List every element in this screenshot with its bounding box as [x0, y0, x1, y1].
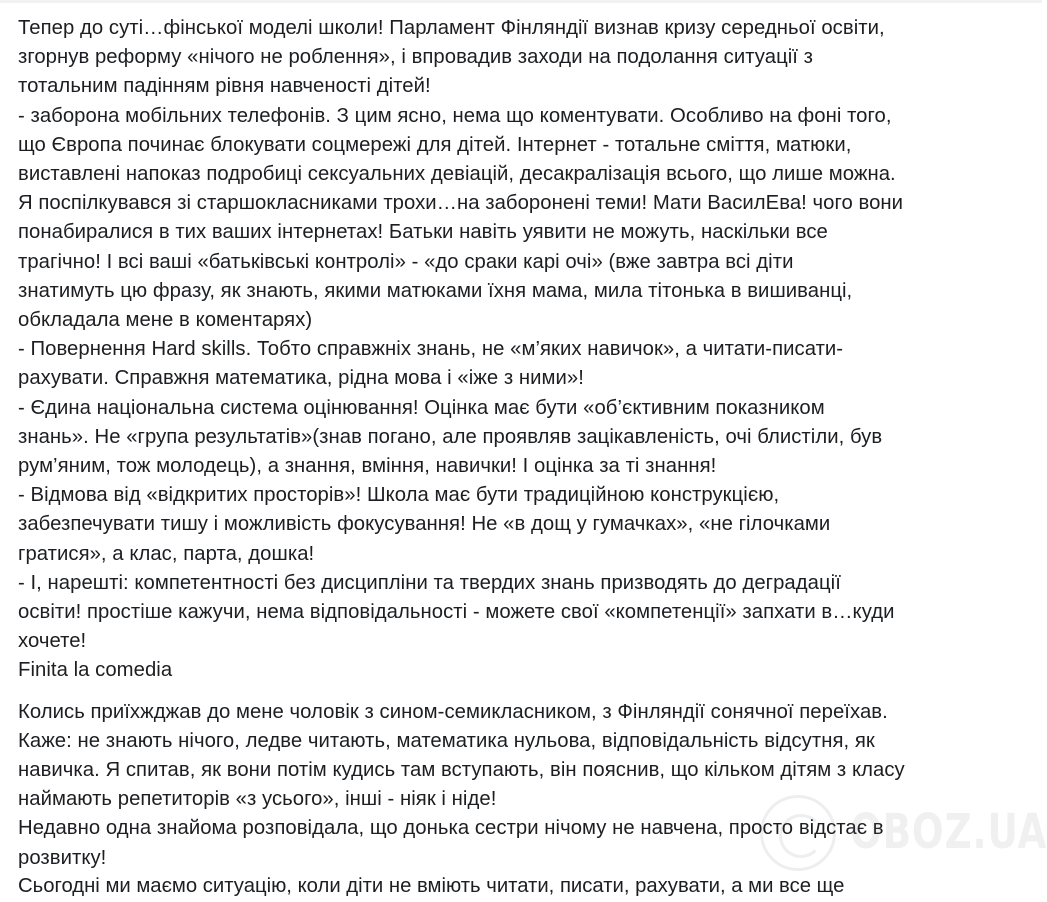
text-line: - Єдина національна система оцінювання! Оцінка має бути «об’єктивним показником — [18, 396, 825, 419]
text-line: обкладала мене в коментарях) — [18, 309, 313, 332]
text-line: - Відмова від «відкритих просторів»! Школа має бути традиційною конструкцією, — [18, 484, 780, 507]
text-line: наймають репетиторів «з усього», інші - ніяк і ніде! — [18, 788, 497, 811]
cutoff-text-line — [18, 875, 1018, 902]
paragraph-gap — [18, 686, 1034, 698]
text-line: - Повернення Hard skills. Тобто справжніх знань, не «м’яких навичок», а читати-писати- — [18, 338, 844, 361]
text-line: гратися», а клас, парта, дошка! — [18, 542, 315, 565]
text-line: Каже: не знають нічого, ледве читають, математика нульова, відповідальність відсутня, як — [18, 729, 875, 752]
text-line: понабиралися в тих ваших інтернетах! Батьки навіть уявити не можуть, наскільки все — [18, 221, 828, 244]
text-line: знатимуть цю фразу, як знають, якими матюками їхня мама, мила тітонька в вишиванці, — [18, 279, 853, 302]
text-line: Колись приїхжджав до мене чоловік з сином-семикласником, з Фінляндії сонячної переїхав. — [18, 700, 888, 723]
text-line: рум’яним, тож молодець), а знання, вміння, навички! І оцінка за ті знання! — [18, 455, 717, 478]
top-edge-divider — [0, 0, 1042, 3]
text-line: Недавно одна знайома розповідала, що донька сестри нічому не навчена, просто відстає в — [18, 817, 884, 840]
watermark-text: OBOZ.UA — [850, 804, 1047, 860]
text-line: забезпечувати тишу і можливість фокусування! Не «в дощ у гумачках», «не гілочками — [18, 513, 831, 536]
text-line: виставлені напоказ подробиці сексуальних девіацій, десакралізація всього, що лише можна. — [18, 163, 896, 186]
text-line: що Європа починає блокувати соцмережі для дітей. Інтернет - тотальне сміття, матюки, — [18, 133, 852, 156]
text-line: - І, нарешті: компетентності без дисципліни та твердих знань призводять до деградації — [18, 571, 841, 594]
text-line: Я поспілкувався зі старшокласниками трохи…на заборонені теми! Мати ВасилЕва! чого вони — [18, 192, 904, 215]
text-line: розвитку! — [18, 846, 107, 869]
text-line: освіти! простіше кажучи, нема відповідальності - можете свої «компетенції» запхати в…куди — [18, 601, 895, 624]
closing-line: Finita la comedia — [18, 659, 173, 682]
text-line: згорнув реформу «нічого не роблення», і впровадив заходи на подолання ситуації з — [18, 46, 814, 69]
text-line: навичка. Я спитав, як вони потім кудись там вступають, він пояснив, що кільком дітям з класу — [18, 759, 905, 782]
text-line: тотальним падінням рівня навченості дітей! — [18, 75, 431, 98]
text-line: - заборона мобільних телефонів. З цим ясно, нема що коментувати. Особливо на фоні того, — [18, 104, 892, 127]
post-text — [18, 14, 1034, 873]
text-line: хочете! — [18, 630, 87, 653]
text-line: трагічно! І всі ваші «батьківські контролі» - «до сраки карі очі» (вже завтра всі діти — [18, 250, 794, 273]
text-line: знань». Не «група результатів»(знав погано, але проявляв зацікавленість, очі блистіли, був — [18, 425, 883, 448]
text-line: рахувати. Справжня математика, рідна мова і «іже з ними»! — [18, 367, 584, 390]
cutoff-text: Сьогодні ми маємо ситуацію, коли діти не вміють читати, писати, рахувати, а ми все ще — [18, 875, 845, 897]
text-line: Тепер до суті…фінської моделі школи! Парламент Фінляндії визнав кризу середньої освіти, — [18, 17, 885, 39]
